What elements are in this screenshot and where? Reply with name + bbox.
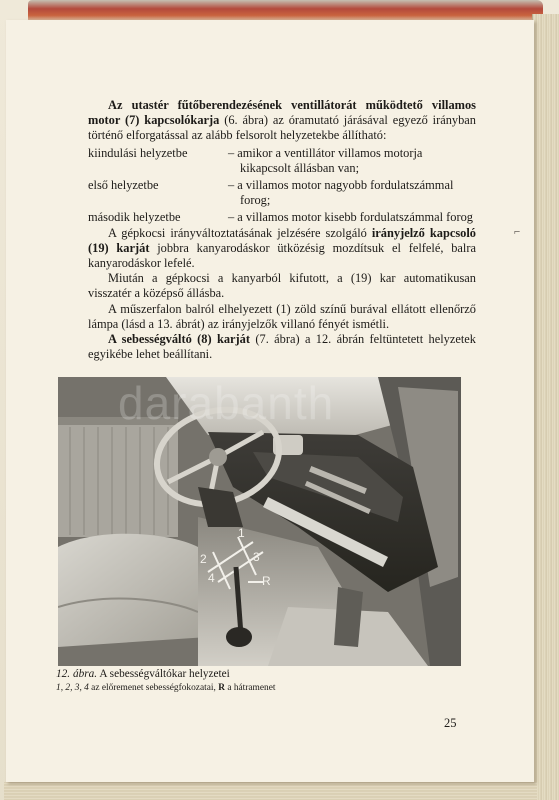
gear-lever-bold: A sebességváltó (8) karját — [108, 332, 251, 347]
page-text — [88, 98, 476, 362]
caption-number: 12. ábra. — [56, 668, 98, 680]
book-cover-edge — [28, 0, 543, 22]
caption-title: A sebességváltókar helyzetei — [97, 668, 230, 680]
position-row — [88, 178, 476, 208]
ventilator-text: (6. ábra) az óramutató járásával egyező irányban történő elforgatással az alább felsorolt helyzetekbe állítható: — [88, 113, 476, 143]
page-stack-bottom — [4, 782, 537, 800]
car-interior-photo — [58, 377, 461, 666]
figure-caption — [56, 668, 230, 680]
position-label: kiindulási helyzetbe — [88, 145, 188, 160]
paragraph-ventilator — [88, 98, 476, 144]
margin-pencil-mark: ⌐ — [514, 226, 521, 238]
position-label: első helyzetbe — [88, 178, 159, 193]
position-row — [88, 146, 476, 176]
ventilator-bold-lead: Az utastér fűtőberendezésének ventillátorát működtető villamos motor (7) kapcsolókarja — [88, 98, 476, 128]
caption-gears: 1, 2, 3, 4 — [56, 683, 89, 693]
page-number: 25 — [444, 716, 457, 730]
turn-signal-pre: A gépkocsi irányváltoztatásának jelzésére szolgáló — [108, 225, 372, 240]
gear-label: 1 — [238, 526, 245, 540]
caption-mid: az előremenet sebességfokozatai, — [88, 683, 219, 693]
paragraph-turn-signal — [88, 226, 476, 272]
caption-end: a hátramenet — [224, 683, 276, 693]
gear-label: R — [262, 574, 271, 588]
gear-label: 3 — [253, 550, 260, 564]
position-desc: – a villamos motor kisebb fordulatszámmal forog — [228, 210, 474, 225]
paragraph-indicator-lamp: A műszerfalon balról elhelyezett (1) zöld színű burával ellátott ellenőrző lámpa (lásd a 13. ábrát) az irányjelzők villanó fényét ismétli. — [88, 301, 476, 331]
position-label: második helyzetbe — [88, 210, 181, 225]
turn-signal-post: jobbra kanyarodáskor ütközésig mozdítsuk el felfelé, balra kanyarodáskor lefelé. — [88, 240, 476, 271]
position-desc: – amikor a ventillátor villamos motorja kikapcsolt állásban van; — [228, 145, 423, 175]
caption-reverse: R — [218, 683, 225, 693]
page-stack-edge — [532, 14, 559, 800]
car-interior-illustration — [58, 377, 461, 666]
paragraph-return: Miután a gépkocsi a kanyarból kifutott, a (19) kar automatikusan visszatér a középső állásba. — [88, 271, 476, 301]
gear-lever-post: (7. ábra) a 12. ábrán feltüntetett helyzetek egyikébe lehet beállítani. — [88, 332, 476, 362]
position-desc: – a villamos motor nagyobb fordulatszámmal forog; — [228, 178, 454, 208]
position-row — [88, 210, 476, 225]
figure-caption-detail — [56, 683, 275, 693]
watermark: darabanth — [118, 377, 335, 429]
gear-label: 2 — [200, 552, 207, 566]
paragraph-gear-lever — [88, 332, 476, 362]
gear-label: 4 — [208, 571, 215, 585]
turn-signal-bold: irányjelző kapcsoló (19) karját — [88, 225, 476, 255]
